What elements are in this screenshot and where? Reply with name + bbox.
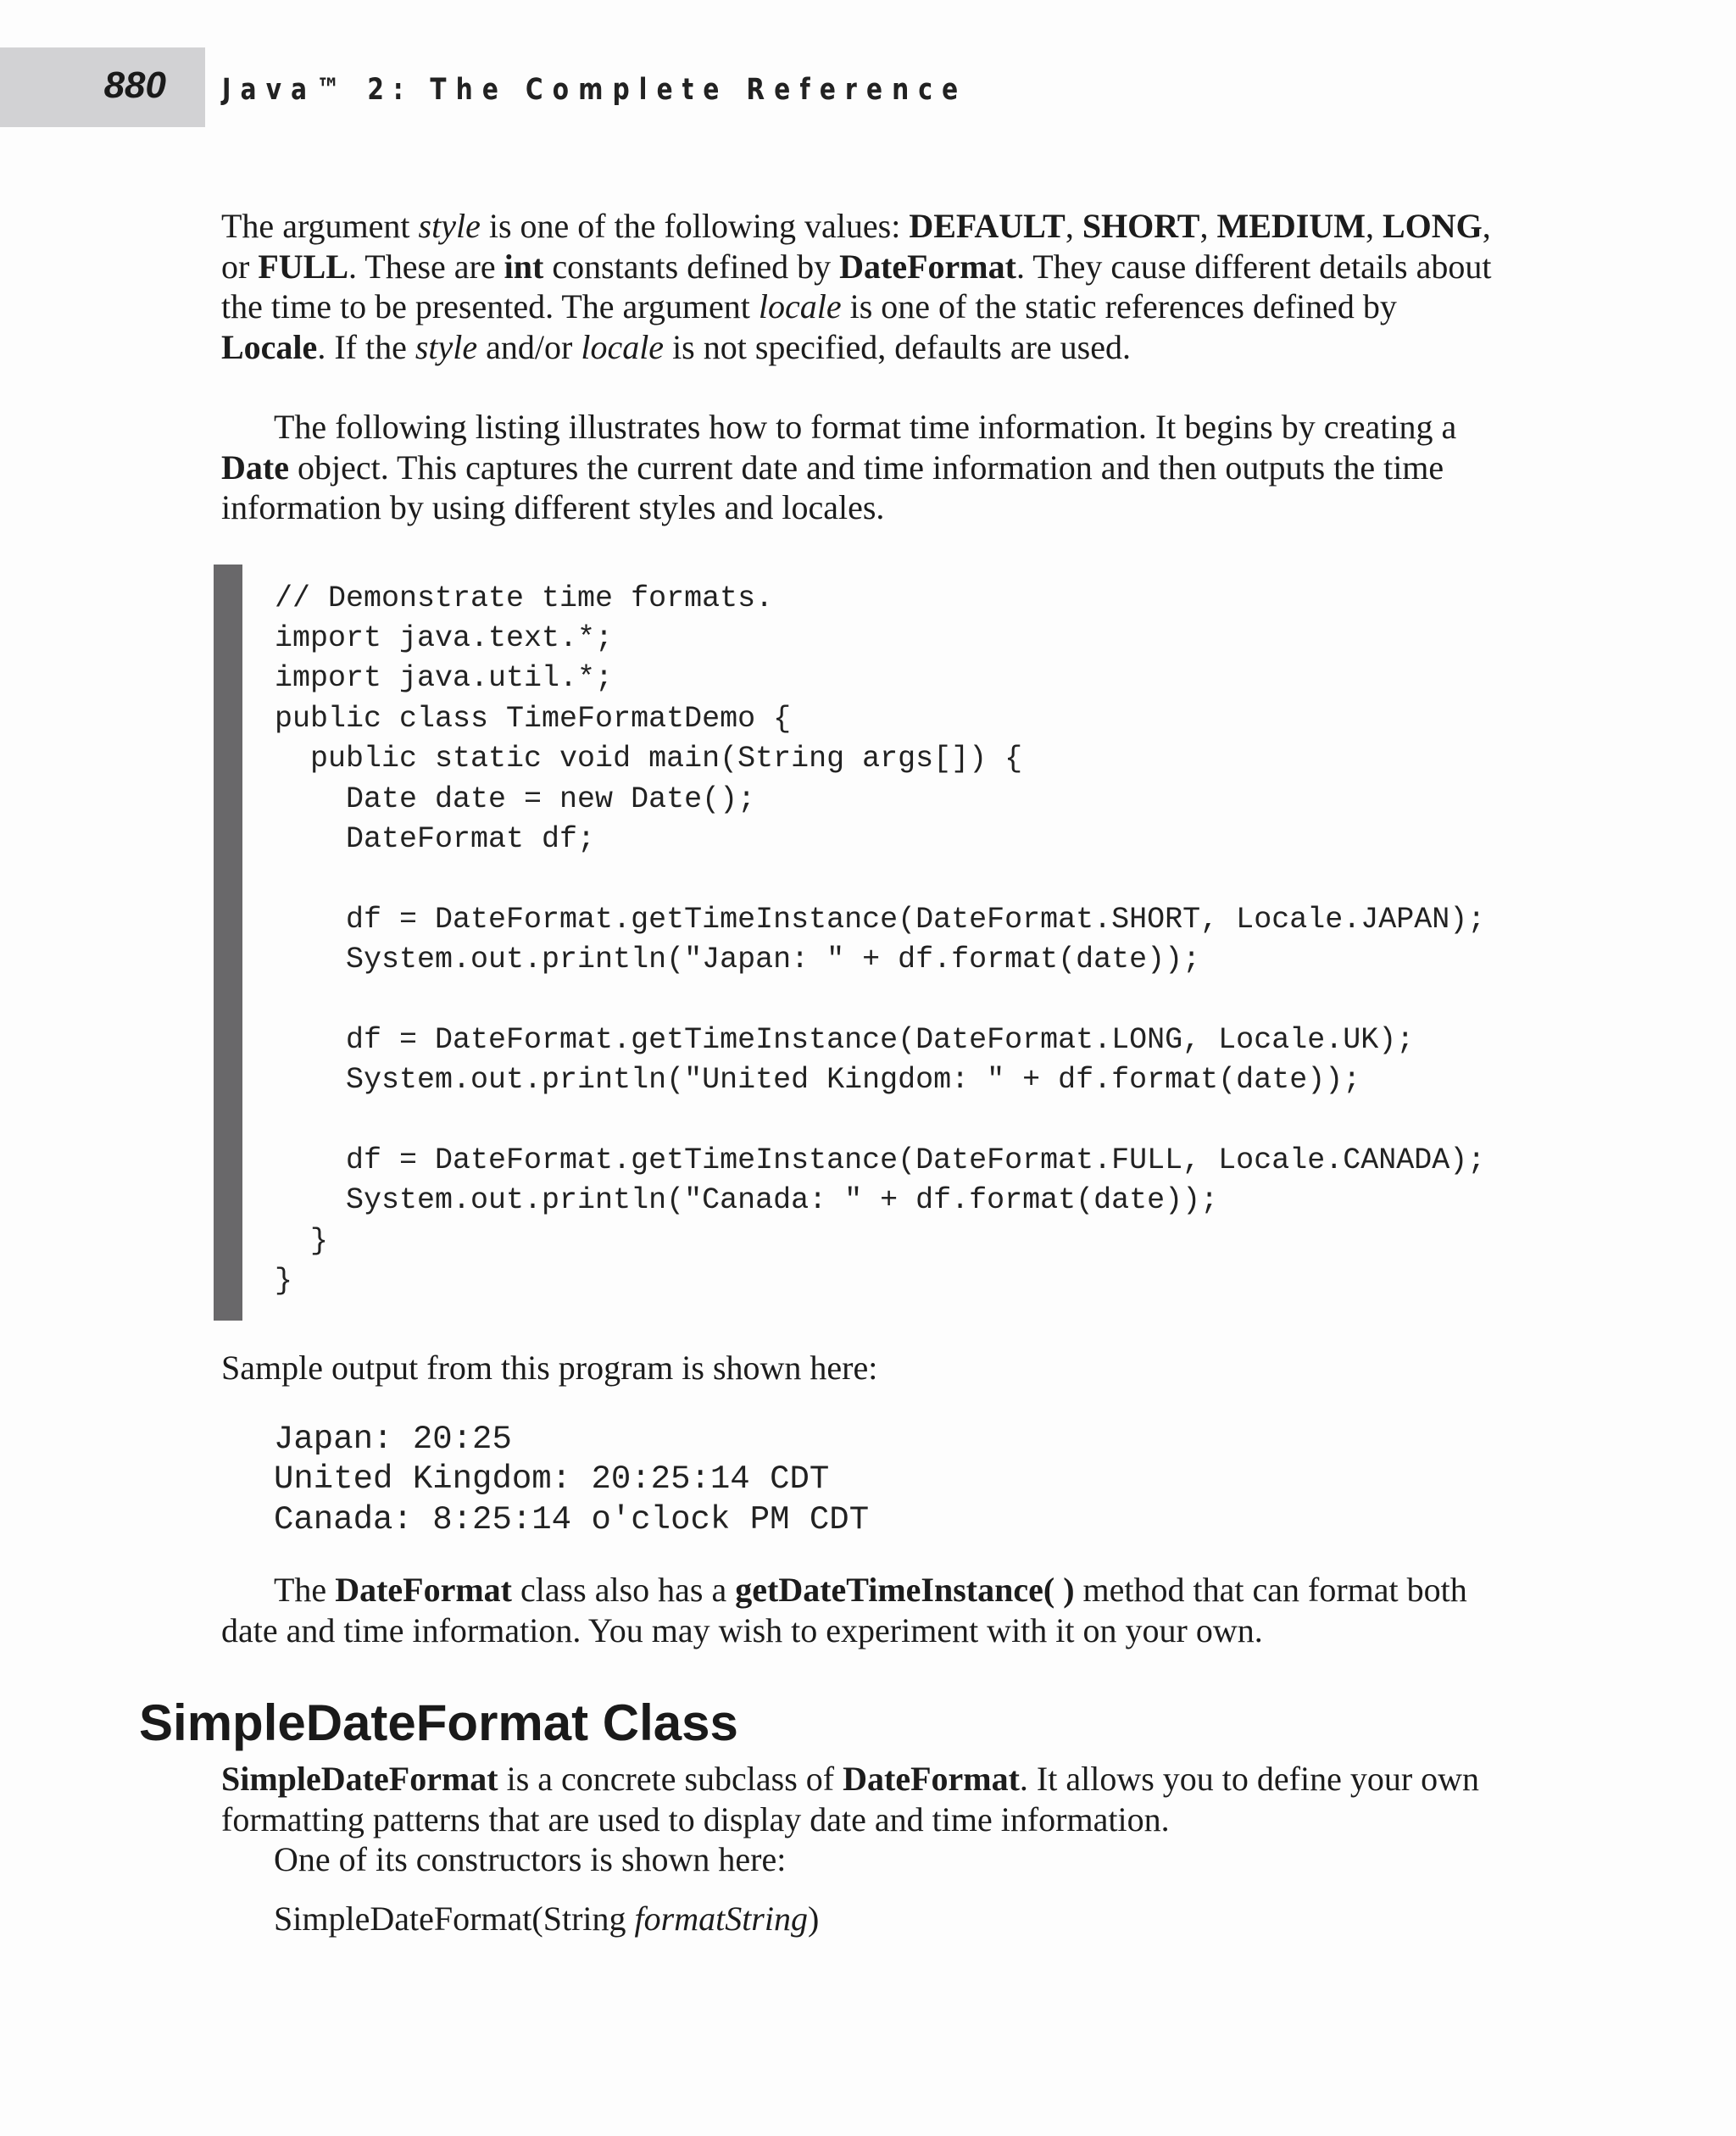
output-line: United Kingdom: 20:25:14 CDT (274, 1460, 830, 1498)
sample-output-intro: Sample output from this program is shown here: (221, 1349, 878, 1387)
paragraph-style-argument: The argument style is one of the following values: DEFAULT, SHORT, MEDIUM, LONG, or FULL. These are int constants defined by DateFormat. They cause different details about the time to be presented. The argument locale is one of the static references defined by Locale. If the style and/or locale is not specified, defaults are used. (221, 207, 1492, 366)
code-line: System.out.println("Japan: " + df.format(date)); (275, 943, 1201, 976)
running-title: Java™ 2: The Complete Reference (222, 73, 968, 107)
page-number-box (0, 47, 205, 127)
code-line: System.out.println("Canada: " + df.format(date)); (275, 1183, 1219, 1217)
paragraph-constructor-intro: One of its constructors is shown here: (274, 1840, 787, 1878)
code-listing (214, 565, 1536, 1321)
paragraph-listing-intro: The following listing illustrates how to format time information. It begins by creating a Date object. This captures the current date and time information and then outputs the time information by using different styles and locales. (221, 408, 1457, 526)
code-line: } (275, 1264, 293, 1298)
paragraph-datetime-instance: The DateFormat class also has a getDateTimeInstance( ) method that can format both date and time information. You may wish to experiment with it on your own. (221, 1571, 1467, 1649)
code-line: DateFormat df; (275, 822, 596, 856)
code-line: df = DateFormat.getTimeInstance(DateFormat.FULL, Locale.CANADA); (275, 1143, 1486, 1177)
code-line: System.out.println("United Kingdom: " + df.format(date)); (275, 1063, 1361, 1097)
code-line: import java.util.*; (275, 661, 614, 695)
code-line: import java.text.*; (275, 621, 614, 655)
page-number: 880 (103, 64, 166, 106)
section-heading: SimpleDateFormat Class (139, 1694, 738, 1751)
code-line: df = DateFormat.getTimeInstance(DateFormat.SHORT, Locale.JAPAN); (275, 903, 1486, 937)
paragraph-simpledateformat: SimpleDateFormat is a concrete subclass of DateFormat. It allows you to define your own formatting patterns that are used to display date and time information. (221, 1760, 1480, 1838)
code-listing-bar (214, 565, 242, 1321)
code-line: public static void main(String args[]) { (275, 742, 1023, 776)
code-line: df = DateFormat.getTimeInstance(DateFormat.LONG, Locale.UK); (275, 1023, 1415, 1057)
code-line: public class TimeFormatDemo { (275, 702, 792, 736)
output-line: Japan: 20:25 (274, 1421, 512, 1458)
code-line: Date date = new Date(); (275, 782, 756, 816)
output-line: Canada: 8:25:14 o'clock PM CDT (274, 1501, 870, 1538)
code-line: // Demonstrate time formats. (275, 581, 774, 615)
constructor-signature: SimpleDateFormat(String formatString) (274, 1900, 820, 1938)
code-line: } (275, 1224, 329, 1258)
